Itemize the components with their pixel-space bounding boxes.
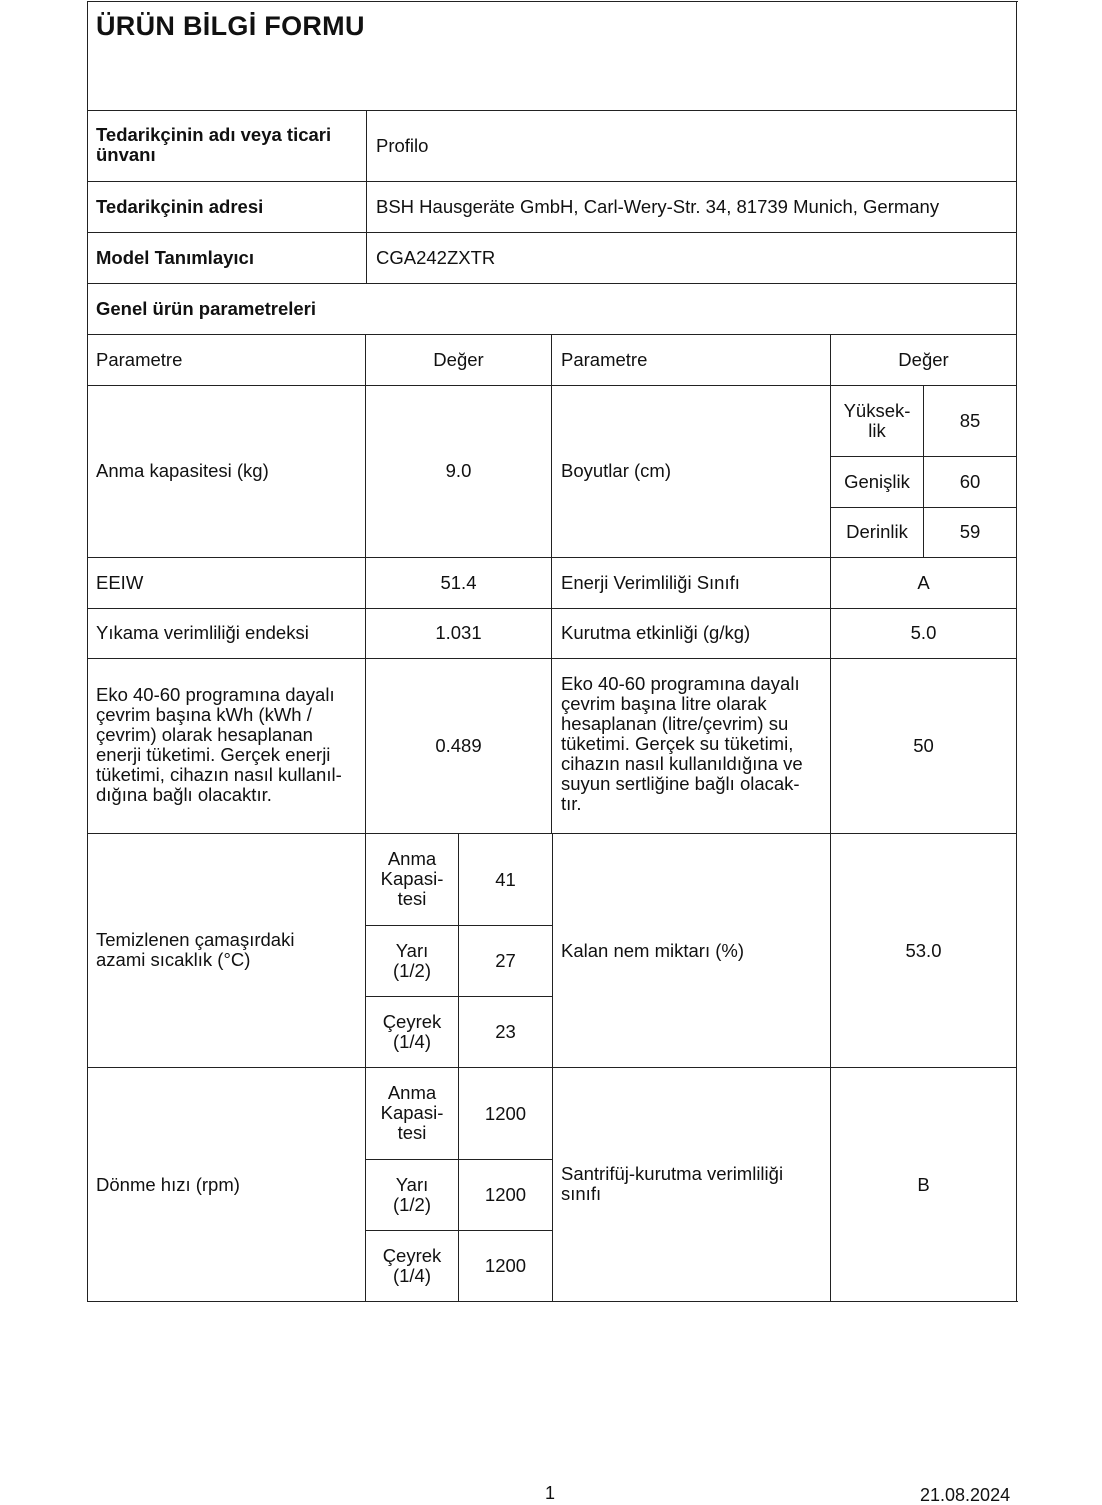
dimension-height-value: 85 [959, 410, 981, 431]
model-label: Model Tanımlayıcı [96, 247, 254, 268]
row-divider [87, 658, 1017, 659]
page-title: ÜRÜN BİLGİ FORMU [96, 11, 365, 41]
capacity-label: Anma kapasitesi (kg) [96, 460, 269, 481]
temperature-half-value: 27 [495, 950, 516, 971]
supplier-name-label: Tedarikçinin adı veya ticari ünvanı [96, 124, 332, 165]
eeiw-label: EEIW [96, 572, 144, 593]
residual-moisture-label: Kalan nem miktarı (%) [561, 940, 744, 961]
header-parameter-2: Parametre [561, 349, 648, 370]
page-number: 1 [545, 1483, 556, 1503]
spin-quarter-label: Çeyrek (1/4) [382, 1245, 442, 1286]
dimension-depth-value: 59 [959, 521, 981, 542]
energy-consumption-label: Eko 40-60 programına dayalı çevrim başına kWh (kWh / çevrim) olarak hesaplanan enerji tüketimi. Gerçek enerji tüketimi, cihazın nasıl kullanıl- dığına bağlı olacaktır. [96, 684, 342, 805]
row-divider [87, 283, 1017, 284]
energy-class-label: Enerji Verimliliği Sınıfı [561, 572, 740, 593]
spin-half-value: 1200 [484, 1184, 527, 1205]
supplier-address-label: Tedarikçinin adresi [96, 196, 264, 217]
spin-rated-label: Anma Kapasi- tesi [380, 1082, 444, 1143]
temperature-half-label: Yarı (1/2) [392, 940, 432, 981]
spin-quarter-value: 1200 [484, 1255, 527, 1276]
temperature-rated-label: Anma Kapasi- tesi [380, 848, 444, 909]
general-params-heading: Genel ürün parametreleri [96, 298, 317, 319]
row-divider [87, 608, 1017, 609]
border-left [87, 1, 88, 1302]
sub-row-divider [365, 1230, 553, 1231]
water-consumption-label: Eko 40-60 programına dayalı çevrim başına litre olarak hesaplanan (litre/çevrim) su tüketimi. Gerçek su tüketimi, cihazın nasıl kullanıldığına ve suyun sertliğine bağlı olacak- tır. [561, 673, 803, 814]
header-value-1: Değer [433, 349, 484, 370]
spin-half-label: Yarı (1/2) [392, 1174, 432, 1215]
header-value-2: Değer [898, 349, 949, 370]
sub-row-divider [365, 1159, 553, 1160]
row-divider [87, 334, 1017, 335]
dimension-width-label: Genişlik [844, 471, 910, 492]
border-top [87, 1, 1018, 2]
max-temperature-label: Temizlenen çamaşırdaki azami sıcaklık (°C) [96, 929, 295, 970]
header-parameter-1: Parametre [96, 349, 183, 370]
document-date: 21.08.2024 [920, 1485, 1011, 1505]
temperature-rated-value: 41 [495, 869, 516, 890]
washing-index-value: 1.031 [435, 622, 482, 643]
drying-efficiency-value: 5.0 [910, 622, 937, 643]
col-divider [551, 334, 552, 834]
residual-moisture-value: 53.0 [905, 940, 942, 961]
sub-row-divider [365, 996, 553, 997]
eeiw-value: 51.4 [440, 572, 477, 593]
spin-drying-class-label: Santrifüj-kurutma verimliliği sınıfı [561, 1163, 784, 1204]
model-value: CGA242ZXTR [376, 247, 496, 268]
spin-drying-class-value: B [917, 1174, 930, 1195]
water-consumption-value: 50 [913, 735, 934, 756]
row-divider [87, 181, 1017, 182]
sub-row-divider [365, 925, 553, 926]
drying-efficiency-label: Kurutma etkinliği (g/kg) [561, 622, 751, 643]
energy-consumption-value: 0.489 [435, 735, 482, 756]
spin-speed-label: Dönme hızı (rpm) [96, 1174, 240, 1195]
row-divider [87, 385, 1017, 386]
dimension-height-label: Yüksek- lik [843, 400, 911, 441]
temperature-quarter-value: 23 [495, 1021, 516, 1042]
supplier-name-value: Profilo [376, 135, 429, 156]
col-divider [552, 833, 553, 1302]
col-divider [458, 833, 459, 1302]
energy-class-value: A [917, 572, 930, 593]
border-right [1016, 1, 1017, 1302]
row-divider [87, 232, 1017, 233]
dimension-width-value: 60 [959, 471, 981, 492]
supplier-address-value: BSH Hausgeräte GmbH, Carl-Wery-Str. 34, 81739 Munich, Germany [376, 196, 940, 217]
row-divider [87, 110, 1017, 111]
temperature-quarter-label: Çeyrek (1/4) [382, 1011, 442, 1052]
spin-rated-value: 1200 [484, 1103, 527, 1124]
col-divider [366, 110, 367, 283]
row-divider [87, 557, 1017, 558]
dimensions-label: Boyutlar (cm) [561, 460, 671, 481]
washing-index-label: Yıkama verimliliği endeksi [96, 622, 309, 643]
capacity-value: 9.0 [445, 460, 472, 481]
dimension-depth-label: Derinlik [846, 521, 908, 542]
